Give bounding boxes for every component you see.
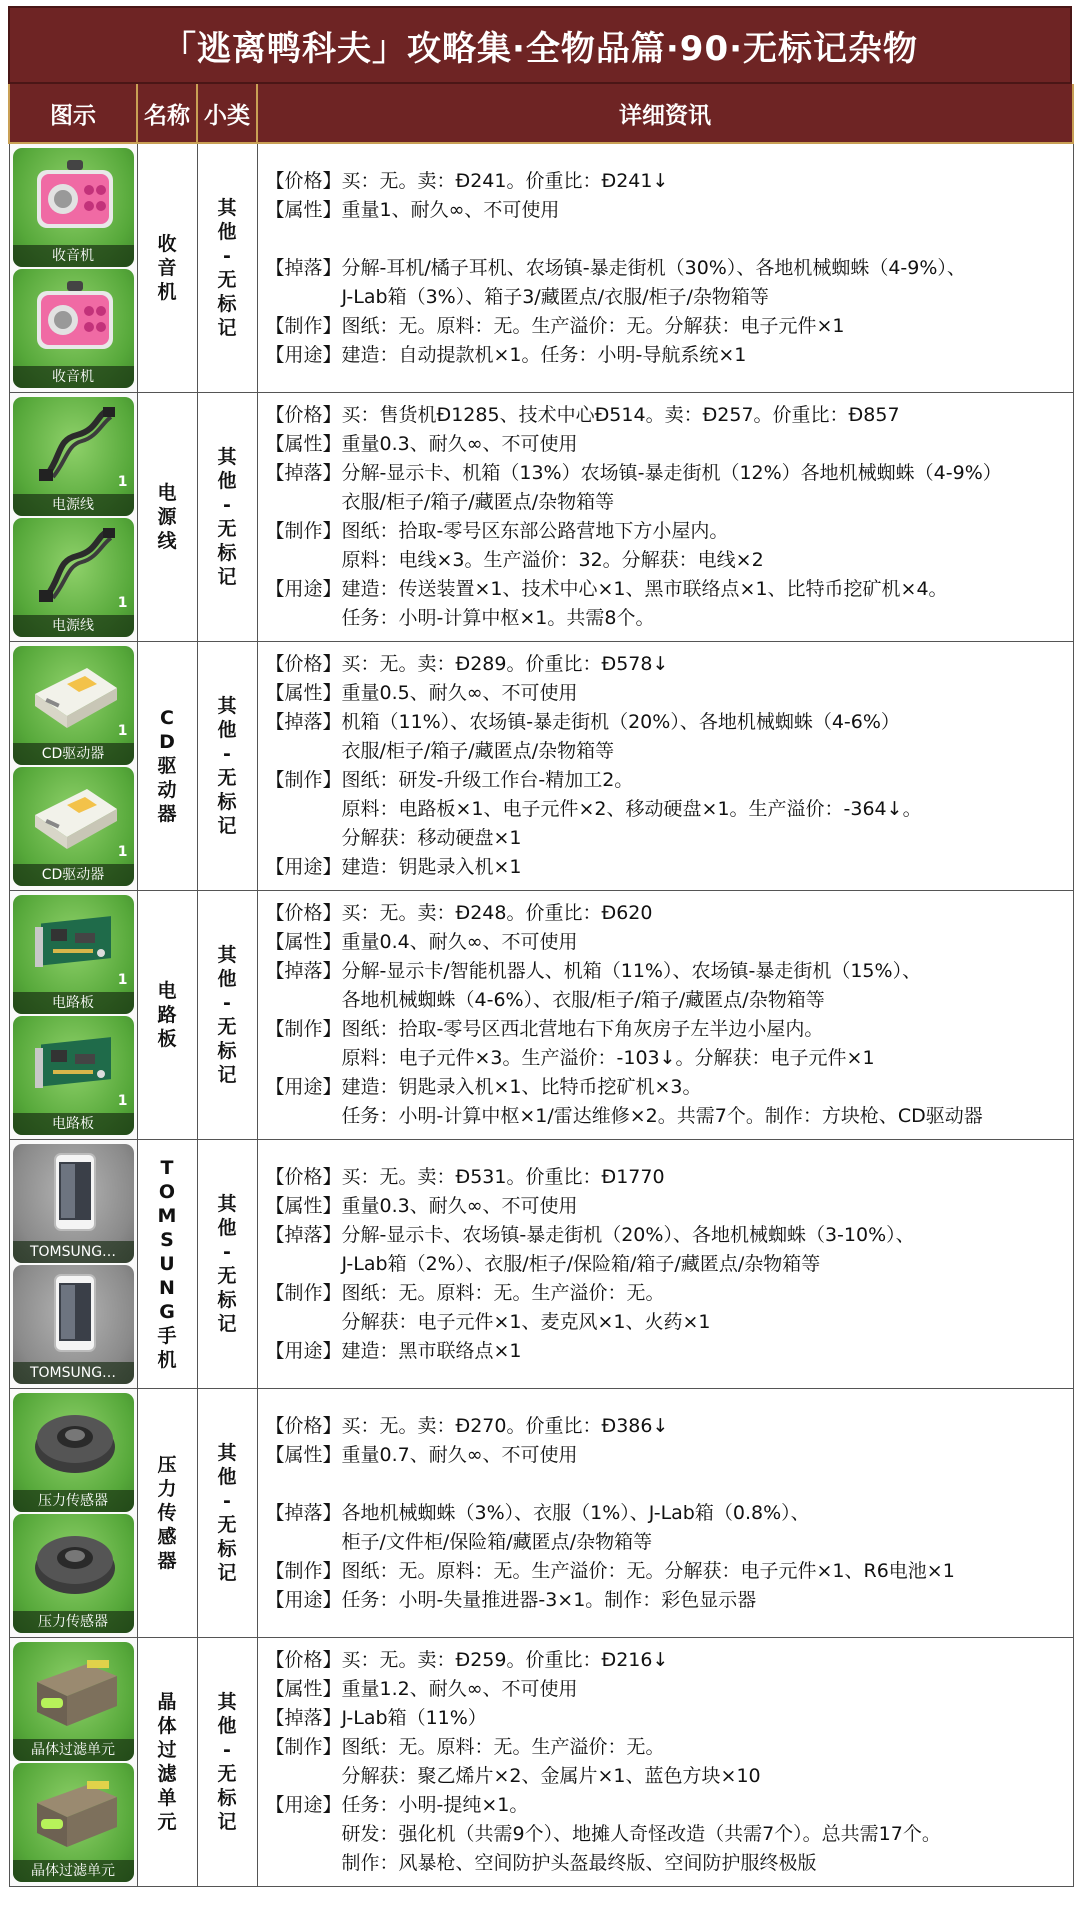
detail-text: 重量0.4、耐久∞、不可使用 — [341, 931, 578, 953]
detail-tag: 【制作】 — [265, 1559, 342, 1582]
circuit-board-icon — [13, 895, 134, 1014]
detail-tag: 【价格】 — [265, 169, 342, 192]
detail-tag — [266, 795, 342, 824]
detail-text: 图纸：无。原料：无。生产溢价：无。 — [341, 1281, 665, 1304]
detail-tag — [266, 546, 342, 575]
detail-line — [266, 1102, 1065, 1131]
detail-text: 建造：黑市联络点×1 — [341, 1339, 522, 1362]
item-category: 其 他 - 无 标 记 — [197, 393, 257, 642]
item-caption: 压力传感器 — [13, 1490, 134, 1512]
item-details — [257, 393, 1073, 642]
header-name: 名称 — [137, 84, 197, 143]
detail-tag: 【制作】 — [265, 1736, 342, 1758]
detail-line — [266, 824, 1065, 853]
detail-text: 柜子/文件柜/保险箱/藏匿点/杂物箱等 — [341, 1530, 653, 1553]
detail-line — [266, 1733, 1065, 1762]
detail-line — [266, 928, 1065, 957]
detail-line — [266, 1849, 1065, 1878]
table-row — [9, 642, 1073, 891]
pressure-sensor-icon — [13, 1514, 134, 1633]
detail-line — [266, 1704, 1065, 1733]
detail-tag — [266, 283, 342, 312]
page — [8, 6, 1072, 1922]
detail-line — [266, 430, 1065, 459]
detail-line — [266, 650, 1065, 679]
detail-text: 任务：小明-计算中枢×1/雷达维修×2。共需7个。制作：方块枪、CD驱动器 — [341, 1105, 983, 1127]
item-name: 电 路 板 — [137, 891, 197, 1140]
header-details: 详细资讯 — [257, 84, 1073, 143]
item-category: 其 他 - 无 标 记 — [197, 1140, 257, 1389]
detail-text: 重量0.7、耐久∞、不可使用 — [341, 1443, 578, 1466]
table-header-row — [9, 84, 1073, 143]
table-row — [9, 1638, 1073, 1887]
item-image-cell — [9, 891, 137, 1140]
detail-line — [266, 1279, 1065, 1308]
item-details — [257, 1638, 1073, 1887]
detail-text: 图纸：无。原料：无。生产溢价：无。分解获：电子元件×1、R6电池×1 — [341, 1559, 955, 1582]
detail-line — [266, 1308, 1065, 1337]
detail-line — [266, 957, 1065, 986]
pink-radio-icon — [13, 269, 134, 388]
detail-tag: 【制作】 — [265, 769, 342, 791]
item-caption: 收音机 — [13, 366, 134, 388]
detail-text: 分解-显示卡/智能机器人、机箱（11%）、农场镇-暴走街机（15%）、 — [341, 960, 922, 982]
detail-line — [266, 1646, 1065, 1675]
spacer — [266, 1470, 1065, 1499]
item-caption: 压力传感器 — [13, 1611, 134, 1633]
detail-tag — [266, 1528, 342, 1557]
detail-line — [266, 1250, 1065, 1279]
detail-tag — [266, 986, 342, 1015]
table-row — [9, 891, 1073, 1140]
item-name: 晶 体 过 滤 单 元 — [137, 1638, 197, 1887]
detail-tag: 【掉落】 — [265, 1223, 342, 1246]
detail-text: 任务：小明-计算中枢×1。共需8个。 — [341, 607, 655, 629]
detail-line — [266, 1675, 1065, 1704]
detail-tag — [266, 1308, 342, 1337]
detail-tag: 【属性】 — [265, 433, 342, 455]
detail-tag: 【制作】 — [265, 1018, 342, 1040]
detail-line — [266, 312, 1065, 341]
page-title: 「逃离鸭科夫」攻略集·全物品篇·90·无标记杂物 — [8, 6, 1072, 84]
detail-text: 重量1.2、耐久∞、不可使用 — [341, 1678, 578, 1700]
detail-line — [266, 1337, 1065, 1366]
detail-tag: 【掉落】 — [265, 711, 342, 733]
item-caption: 电路板 — [13, 1113, 134, 1135]
detail-tag — [266, 1849, 342, 1878]
cd-drive-icon — [13, 767, 134, 886]
pressure-sensor-icon — [13, 1393, 134, 1512]
detail-text: 原料：电路板×1、电子元件×2、移动硬盘×1。生产溢价：-364↓。 — [341, 798, 922, 820]
detail-tag: 【价格】 — [265, 653, 342, 675]
detail-text: 各地机械蜘蛛（4-6%）、衣服/柜子/箱子/藏匿点/杂物箱等 — [341, 989, 825, 1011]
detail-text: 分解-显示卡、机箱（13%）农场镇-暴走街机（12%）各地机械蜘蛛（4-9%） — [341, 462, 1002, 484]
detail-text: 分解-耳机/橘子耳机、农场镇-暴走街机（30%）、各地机械蜘蛛（4-9%）、 — [341, 256, 966, 279]
detail-tag: 【属性】 — [265, 198, 342, 221]
detail-tag — [266, 1250, 342, 1279]
detail-tag — [266, 1820, 342, 1849]
detail-text: 研发：强化机（共需9个）、地摊人奇怪改造（共需7个）。总共需17个。 — [341, 1823, 941, 1845]
detail-tag: 【制作】 — [265, 520, 342, 542]
detail-text: 分解获：电子元件×1、麦克风×1、火药×1 — [341, 1310, 711, 1333]
detail-text: J-Lab箱（11%） — [341, 1707, 487, 1729]
detail-tag: 【价格】 — [265, 902, 342, 924]
detail-tag: 【用途】 — [265, 1076, 342, 1098]
detail-line — [266, 546, 1065, 575]
detail-tag — [266, 604, 342, 633]
detail-tag: 【用途】 — [265, 578, 342, 600]
detail-text: J-Lab箱（2%）、衣服/柜子/保险箱/箱子/藏匿点/杂物箱等 — [341, 1252, 821, 1275]
detail-tag: 【制作】 — [265, 314, 342, 337]
detail-line — [266, 196, 1065, 225]
item-name: T O M S U N G 手 机 — [137, 1140, 197, 1389]
item-name: 压 力 传 感 器 — [137, 1389, 197, 1638]
detail-text: 图纸：拾取-零号区西北营地右下角灰房子左半边小屋内。 — [341, 1018, 824, 1040]
item-caption: 晶体过滤单元 — [13, 1739, 134, 1761]
item-caption: CD驱动器 — [13, 864, 134, 886]
item-quantity: 1 — [117, 723, 128, 739]
detail-tag — [266, 824, 342, 853]
detail-text: 原料：电线×3。生产溢价：32。分解获：电线×2 — [341, 549, 764, 571]
item-quantity: 1 — [117, 844, 128, 860]
table-row — [9, 143, 1073, 393]
detail-tag: 【用途】 — [265, 1339, 342, 1362]
item-caption: 电路板 — [13, 992, 134, 1014]
item-category: 其 他 - 无 标 记 — [197, 891, 257, 1140]
detail-line — [266, 254, 1065, 283]
crystal-filter-icon — [13, 1763, 134, 1882]
detail-text: 建造：钥匙录入机×1 — [341, 856, 522, 878]
detail-line — [266, 167, 1065, 196]
detail-line — [266, 1499, 1065, 1528]
detail-line — [266, 488, 1065, 517]
detail-text: 原料：电子元件×3。生产溢价：-103↓。分解获：电子元件×1 — [341, 1047, 875, 1069]
detail-text: 制作：风暴枪、空间防护头盔最终版、空间防护服终极版 — [341, 1852, 817, 1874]
detail-text: 任务：小明-提纯×1。 — [341, 1794, 529, 1816]
detail-line — [266, 795, 1065, 824]
item-image-cell — [9, 393, 137, 642]
detail-tag: 【掉落】 — [265, 960, 342, 982]
item-caption: CD驱动器 — [13, 743, 134, 765]
item-caption: 电源线 — [13, 494, 134, 516]
detail-tag: 【用途】 — [265, 856, 342, 878]
detail-tag — [266, 1044, 342, 1073]
spacer — [266, 225, 1065, 254]
detail-text: J-Lab箱（3%）、箱子3/藏匿点/衣服/柜子/杂物箱等 — [341, 285, 769, 308]
detail-line — [266, 1163, 1065, 1192]
smartphone-icon — [13, 1144, 134, 1263]
detail-line — [266, 575, 1065, 604]
detail-text: 图纸：无。原料：无。生产溢价：无。分解获：电子元件×1 — [341, 314, 845, 337]
detail-tag: 【制作】 — [265, 1281, 342, 1304]
pink-radio-icon — [13, 148, 134, 267]
item-name: C D 驱 动 器 — [137, 642, 197, 891]
crystal-filter-icon — [13, 1642, 134, 1761]
detail-tag: 【掉落】 — [265, 1501, 342, 1524]
detail-text: 重量0.3、耐久∞、不可使用 — [341, 1194, 578, 1217]
detail-tag: 【属性】 — [265, 1678, 342, 1700]
item-caption: TOMSUNG… — [13, 1241, 134, 1263]
detail-text: 衣服/柜子/箱子/藏匿点/杂物箱等 — [341, 740, 615, 762]
detail-text: 图纸：拾取-零号区东部公路营地下方小屋内。 — [341, 520, 729, 542]
items-table — [8, 84, 1074, 1887]
detail-line — [266, 283, 1065, 312]
detail-tag: 【掉落】 — [265, 256, 342, 279]
item-quantity: 1 — [117, 595, 128, 611]
detail-text: 买：售货机Đ1285、技术中心Đ514。卖：Đ257。价重比：Đ857 — [341, 404, 900, 426]
detail-tag: 【掉落】 — [265, 462, 342, 484]
item-category: 其 他 - 无 标 记 — [197, 642, 257, 891]
item-name: 电 源 线 — [137, 393, 197, 642]
detail-text: 各地机械蜘蛛（3%）、衣服（1%）、J-Lab箱（0.8%）、 — [341, 1501, 810, 1524]
table-row — [9, 1389, 1073, 1638]
smartphone-icon — [13, 1265, 134, 1384]
item-caption: TOMSUNG… — [13, 1362, 134, 1384]
detail-text: 买：无。卖：Đ241。价重比：Đ241↓ — [341, 169, 669, 192]
header-category: 小类 — [197, 84, 257, 143]
detail-tag: 【用途】 — [265, 1588, 342, 1611]
detail-tag — [266, 488, 342, 517]
detail-text: 分解获：移动硬盘×1 — [341, 827, 522, 849]
item-caption: 收音机 — [13, 245, 134, 267]
detail-line — [266, 986, 1065, 1015]
detail-tag: 【属性】 — [265, 1443, 342, 1466]
detail-tag — [266, 1102, 342, 1131]
detail-line — [266, 1528, 1065, 1557]
detail-text: 任务：小明-失量推进器-3×1。制作：彩色显示器 — [341, 1588, 757, 1611]
detail-tag: 【属性】 — [265, 931, 342, 953]
item-details — [257, 891, 1073, 1140]
item-quantity: 1 — [117, 972, 128, 988]
power-cable-icon — [13, 397, 134, 516]
detail-line — [266, 1015, 1065, 1044]
detail-line — [266, 517, 1065, 546]
detail-text: 图纸：无。原料：无。生产溢价：无。 — [341, 1736, 665, 1758]
detail-line — [266, 1044, 1065, 1073]
item-details — [257, 1389, 1073, 1638]
detail-line — [266, 708, 1065, 737]
detail-line — [266, 341, 1065, 370]
detail-text: 分解获：聚乙烯片×2、金属片×1、蓝色方块×10 — [341, 1765, 761, 1787]
item-quantity: 1 — [117, 474, 128, 490]
item-details — [257, 1140, 1073, 1389]
detail-tag: 【价格】 — [265, 1165, 342, 1188]
item-details — [257, 642, 1073, 891]
detail-line — [266, 737, 1065, 766]
detail-line — [266, 1586, 1065, 1615]
detail-text: 买：无。卖：Đ270。价重比：Đ386↓ — [341, 1414, 669, 1437]
detail-line — [266, 766, 1065, 795]
detail-line — [266, 1192, 1065, 1221]
detail-text: 重量0.5、耐久∞、不可使用 — [341, 682, 578, 704]
item-image-cell — [9, 1638, 137, 1887]
item-image-cell — [9, 1389, 137, 1638]
detail-text: 买：无。卖：Đ248。价重比：Đ620 — [341, 902, 653, 924]
item-image-cell — [9, 143, 137, 393]
detail-line — [266, 604, 1065, 633]
detail-line — [266, 1073, 1065, 1102]
detail-tag: 【用途】 — [265, 1794, 342, 1816]
detail-text: 买：无。卖：Đ259。价重比：Đ216↓ — [341, 1649, 669, 1671]
power-cable-icon — [13, 518, 134, 637]
detail-tag: 【用途】 — [265, 343, 342, 366]
detail-line — [266, 1820, 1065, 1849]
detail-line — [266, 1557, 1065, 1586]
detail-tag: 【掉落】 — [265, 1707, 342, 1729]
header-image: 图示 — [9, 84, 137, 143]
item-caption: 晶体过滤单元 — [13, 1860, 134, 1882]
item-details — [257, 143, 1073, 393]
detail-tag: 【价格】 — [265, 1414, 342, 1437]
detail-tag: 【属性】 — [265, 1194, 342, 1217]
detail-tag: 【价格】 — [265, 1649, 342, 1671]
detail-line — [266, 1221, 1065, 1250]
detail-line — [266, 1791, 1065, 1820]
detail-line — [266, 1762, 1065, 1791]
item-caption: 电源线 — [13, 615, 134, 637]
circuit-board-icon — [13, 1016, 134, 1135]
detail-line — [266, 459, 1065, 488]
item-image-cell — [9, 642, 137, 891]
detail-line — [266, 679, 1065, 708]
detail-text: 重量0.3、耐久∞、不可使用 — [341, 433, 578, 455]
detail-text: 买：无。卖：Đ289。价重比：Đ578↓ — [341, 653, 669, 675]
item-category: 其 他 - 无 标 记 — [197, 1389, 257, 1638]
detail-line — [266, 899, 1065, 928]
detail-text: 建造：传送装置×1、技术中心×1、黑市联络点×1、比特币挖矿机×4。 — [341, 578, 948, 600]
detail-line — [266, 1441, 1065, 1470]
detail-line — [266, 1412, 1065, 1441]
detail-text: 衣服/柜子/箱子/藏匿点/杂物箱等 — [341, 491, 615, 513]
item-image-cell — [9, 1140, 137, 1389]
detail-line — [266, 853, 1065, 882]
item-name: 收 音 机 — [137, 143, 197, 393]
detail-text: 分解-显示卡、农场镇-暴走街机（20%）、各地机械蜘蛛（3-10%）、 — [341, 1223, 915, 1246]
detail-text: 建造：钥匙录入机×1、比特币挖矿机×3。 — [341, 1076, 702, 1098]
detail-tag — [266, 737, 342, 766]
detail-text: 机箱（11%）、农场镇-暴走街机（20%）、各地机械蜘蛛（4-6%） — [341, 711, 900, 733]
item-category: 其 他 - 无 标 记 — [197, 1638, 257, 1887]
detail-text: 图纸：研发-升级工作台-精加工2。 — [341, 769, 634, 791]
detail-line — [266, 401, 1065, 430]
table-row — [9, 393, 1073, 642]
item-category: 其 他 - 无 标 记 — [197, 143, 257, 393]
detail-tag — [266, 1762, 342, 1791]
cd-drive-icon — [13, 646, 134, 765]
detail-text: 买：无。卖：Đ531。价重比：Đ1770 — [341, 1165, 665, 1188]
detail-tag: 【属性】 — [265, 682, 342, 704]
detail-text: 重量1、耐久∞、不可使用 — [341, 198, 560, 221]
item-quantity: 1 — [117, 1093, 128, 1109]
detail-tag: 【价格】 — [265, 404, 342, 426]
detail-text: 建造：自动提款机×1。任务：小明-导航系统×1 — [341, 343, 747, 366]
table-row — [9, 1140, 1073, 1389]
